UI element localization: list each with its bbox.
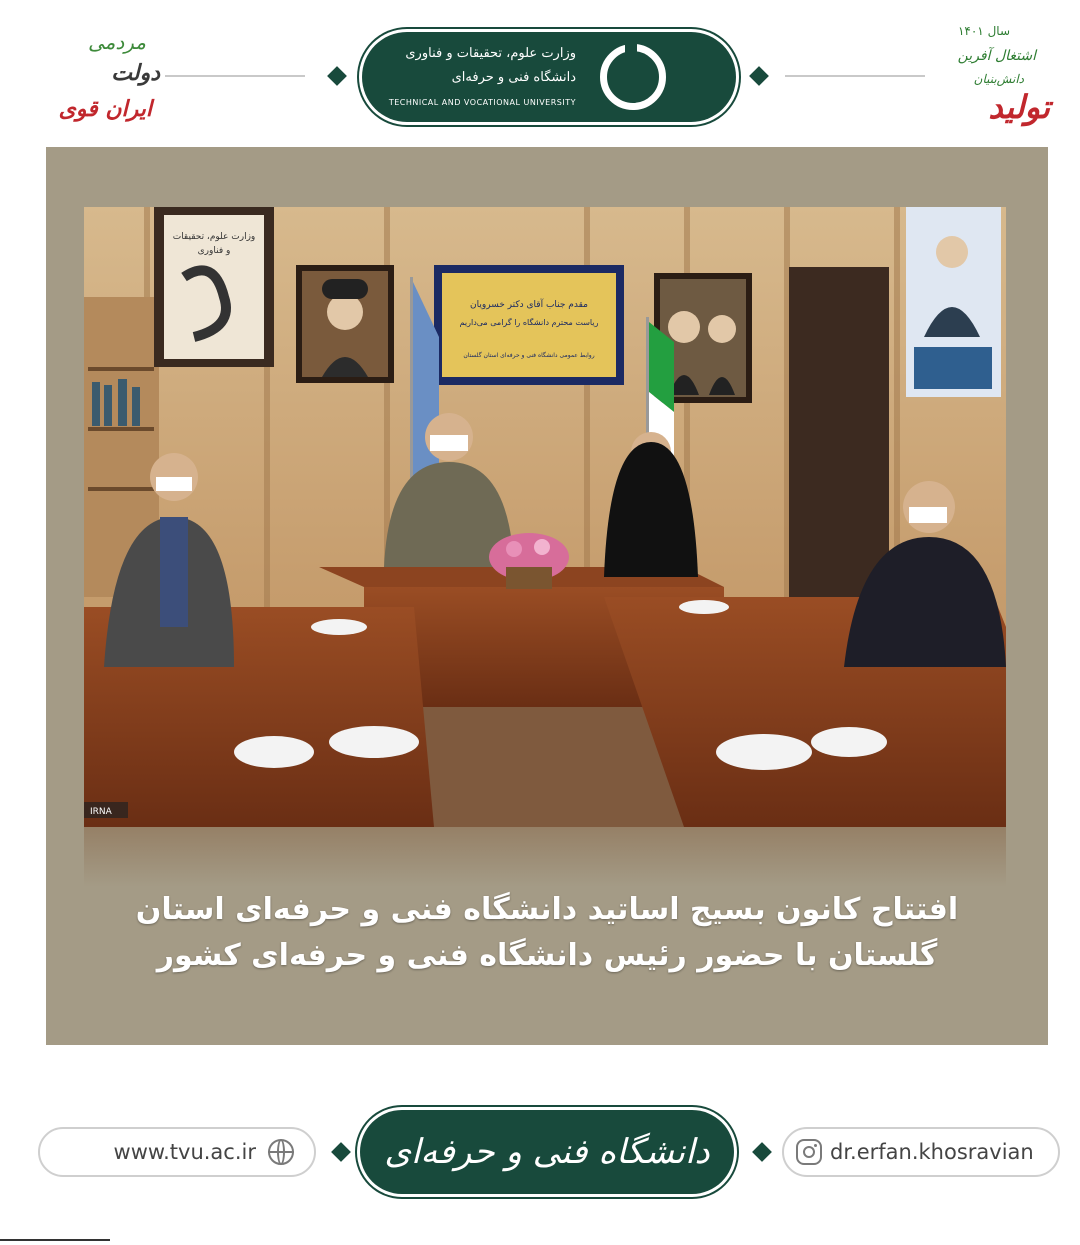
university-logo-plaque [362,32,736,122]
instagram-handle[interactable]: dr.erfan.khosravian [830,1140,1034,1164]
meeting-photo-illustration [84,207,1006,827]
photo-watermark: IRNA [90,807,112,817]
ministry-name: وزارت علوم، تحقیقات و فناوری [405,46,576,61]
diamond-ornament [331,1142,351,1162]
screen-text-1: مقدم جناب آقای دکتر خسرویان [470,300,588,310]
university-name-fa: دانشگاه فنی و حرفه‌ای [451,70,576,85]
bottom-rule [0,1239,110,1241]
news-headline [66,887,1028,979]
slogan-year: سال ۱۴۰۱ [957,24,1010,38]
diamond-ornament [327,66,347,86]
instagram-icon [796,1139,822,1165]
header-divider-right [785,75,925,77]
website-url[interactable]: www.tvu.ac.ir [113,1140,256,1164]
screen-text-3: روابط عمومی دانشگاه فنی و حرفه‌ای استان گلستان [463,352,595,359]
header-divider-left [165,75,305,77]
news-frame [46,147,1048,1045]
slogan-word-government: دولت [111,60,160,86]
slogan-production: تولید [988,88,1050,126]
slogan-year-1401 [925,22,1050,132]
diamond-ornament [749,66,769,86]
university-name-en: TECHNICAL AND VOCATIONAL UNIVERSITY [388,98,576,107]
headline-line-2: گلستان با حضور رئیس دانشگاه فنی و حرفه‌ای کشور [156,938,938,973]
instagram-link[interactable] [782,1127,1060,1177]
diamond-ornament [752,1142,772,1162]
slogan-knowledge-based: دانش‌بنیان [973,72,1024,86]
slogan-employment: اشتغال آفرین [957,48,1036,64]
meeting-photo [84,207,1006,827]
university-calligraphy: دانشگاه فنی و حرفه‌ای [384,1132,710,1172]
slogan-strong-iran [40,22,160,132]
website-link[interactable] [38,1127,316,1177]
board-text-1: وزارت علوم، تحقیقات [172,232,256,242]
headline-line-1: افتتاح کانون بسیج اساتید دانشگاه فنی و حرفه‌ای استان [135,892,959,927]
board-text-2: و فناوری [197,246,231,256]
tvu-logo-icon [600,44,666,110]
globe-icon [268,1139,294,1165]
slogan-word-strong-iran: ایران قوی [58,96,152,122]
slogan-word-people: مردمی [87,30,146,54]
university-calligraphy-plaque [360,1110,734,1194]
screen-text-2: ریاست محترم دانشگاه را گرامی می‌داریم [459,318,599,327]
photo-reflection [84,827,1006,887]
